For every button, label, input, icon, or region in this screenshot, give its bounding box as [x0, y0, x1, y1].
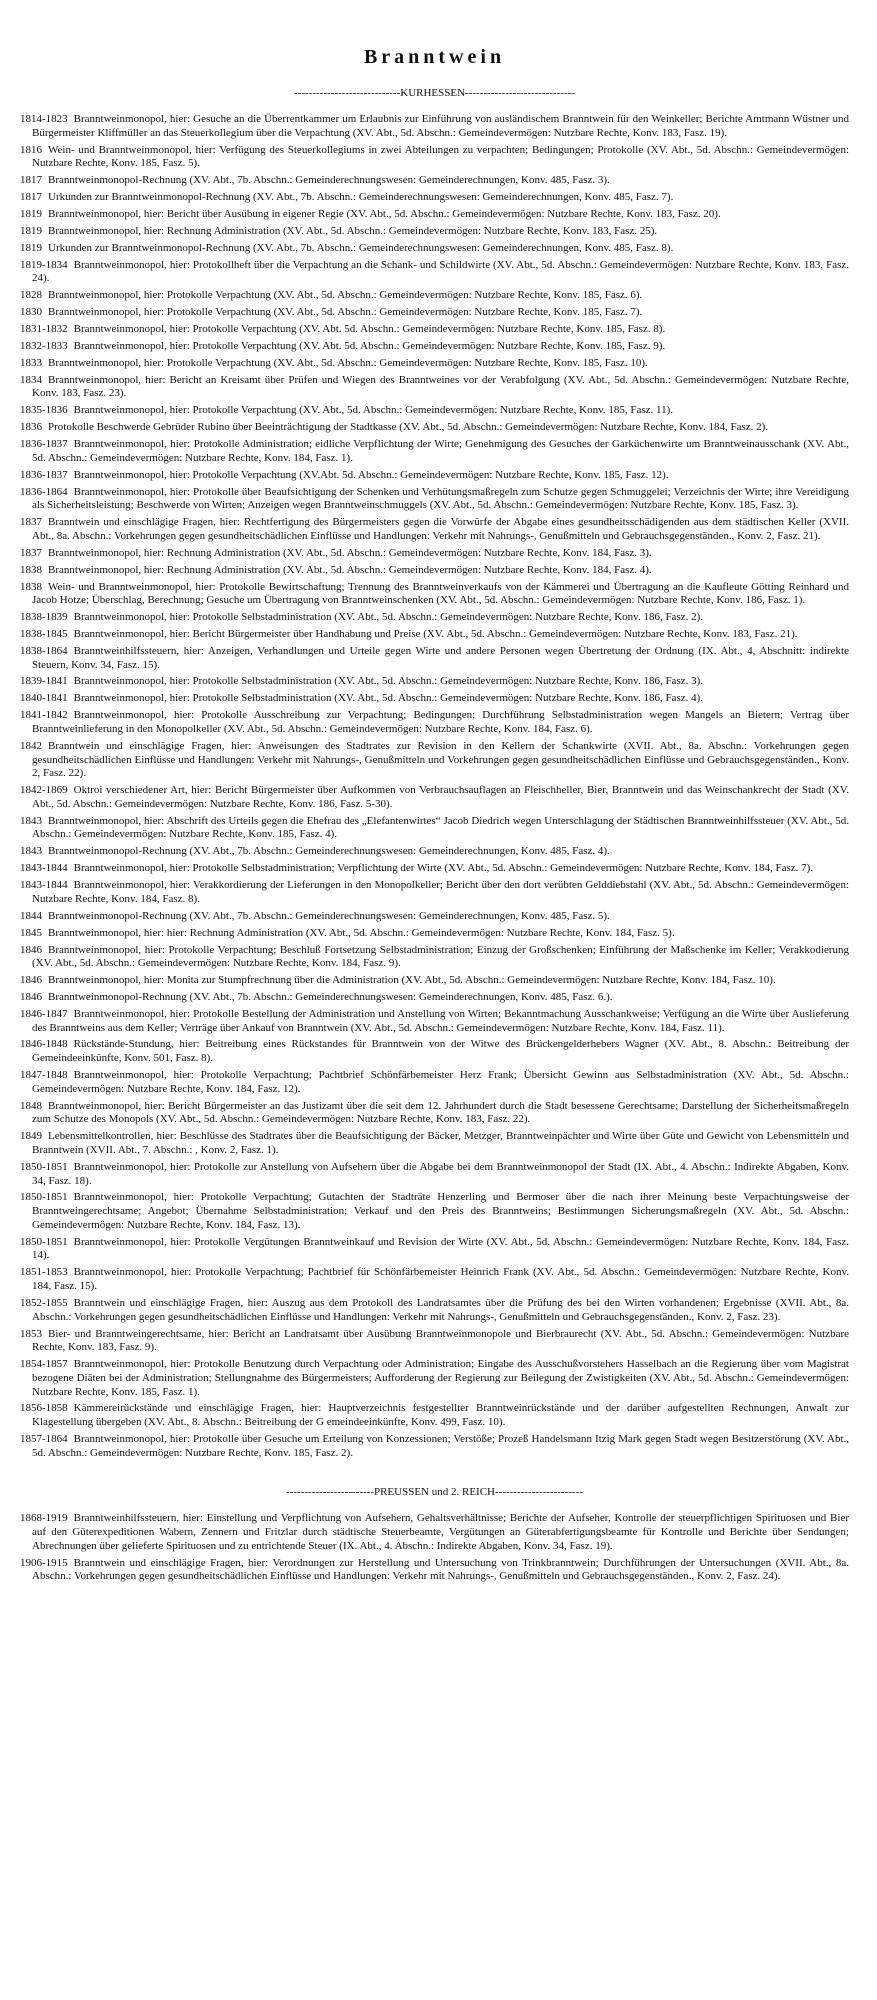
entry-year: 1850-1851: [20, 1160, 68, 1173]
entry-text: Branntweinmonopol, hier: Protokolle Vergütungen Branntweinkauf und Revision der Wirte (XV. Abt., 5d. Abschn.: Gemeindevermögen: Nutzbare Rechte, Konv. 184, Fasz. 14).: [32, 1235, 849, 1262]
entry-text: Bier- und Branntweingerechtsame, hier: Bericht an Landratsamt über Ausübung Branntweinmonopole und Bierbraurecht (XV. Abt., 5d. Abschn.: Gemeindevermögen: Nutzbare Rechte, Konv. 183, Fasz. 9).: [32, 1327, 849, 1354]
list-item: [20, 1191, 849, 1232]
entry-year: 1868-1919: [20, 1512, 68, 1525]
entry-year: 1846: [20, 943, 42, 956]
list-item: [20, 628, 849, 642]
entry-text: Branntweinmonopol, hier: Bericht an Kreisamt über Prüfen und Wiegen des Branntweines vor der Verabfolgung (XV. Abt., 5d. Abschn.: Gemeindevermögen: Nutzbare Rechte, Konv. 183, Fasz. 23).: [32, 373, 849, 400]
entry-list: [20, 113, 849, 1460]
entry-year: 1835-1836: [20, 404, 68, 417]
entry-year: 1843: [20, 814, 42, 827]
entry-text: Branntweinmonopol, hier: Protokolle über Gesuche um Erteilung von Konzessionen; Verstöße; Prozeß Handelsmann Itzig Mark gegen Stadt wegen Besitzerstörung (XV. Abt., 5d. Abschn.: Gemeindevermögen: Nutzbare Rechte, Konv. 185, Fasz. 2).: [32, 1433, 849, 1459]
entry-year: 1836: [20, 421, 42, 434]
entry-year: 1839-1841: [20, 675, 68, 688]
list-item: [20, 191, 849, 205]
entry-text: Protokolle Beschwerde Gebrüder Rubino über Beeinträchtigung der Stadtkasse (XV. Abt., 5d. Abschn.: Gemeindevermögen: Nutzbare Rechte, Konv. 184, Fasz. 2).: [48, 421, 769, 434]
entry-year: 1830: [20, 306, 42, 319]
list-item: [20, 421, 849, 435]
list-item: [20, 306, 849, 320]
entry-year: 1846-1847: [20, 1007, 68, 1020]
entry-year: 1847-1848: [20, 1069, 68, 1082]
entry-text: Branntweinmonopol, hier: Protokolle über Beaufsichtigung der Schenken und Verhütungsmaßregeln zum Schutze gegen Schmuggelei; Verzeichnis der Wirte; ihre Vereidigung als Sicherheitsleistung; Beschwerde von Wirten; Anzeigen wegen Branntweinschmuggels (XV. Abt., 5d. Abschn.: Gemeindevermögen: Nutzbare Rechte, Konv. 185, Fasz. 3).: [32, 485, 849, 512]
list-item: [20, 692, 849, 706]
entry-text: Branntweinmonopol-Rechnung (XV. Abt., 7b. Abschn.: Gemeinderechnungswesen: Gemeinderechnungen, Konv. 485, Fasz. 4).: [48, 845, 610, 858]
page-title: Branntwein: [363, 46, 506, 68]
entry-year: 1850-1851: [20, 1235, 68, 1248]
entry-text: Branntweinmonopol, hier: Protokolle Selbstadministration (XV. Abt., 5d. Abschn.: Gemeindevermögen: Nutzbare Rechte, Konv. 186, Fasz. 4).: [73, 692, 704, 705]
entry-year: 1851-1853: [20, 1266, 68, 1279]
list-item: [20, 910, 849, 924]
section-kurhessen: [20, 87, 849, 1460]
list-item: [20, 1100, 849, 1127]
entry-text: Branntweinmonopol, hier: Protokolle Benutzung durch Verpachtung oder Administration; Eingabe des Ausschußvorstehers Hasselbach an die Regierung über vom Magistrat bezogene Diäten bei der Administration; Stellungnahme des Bürgermeisters; Aufforderung der Regierung zur Beilegung der Zwistigkeiten (XV. Abt., 5d. Abschn.: Gemeindevermögen: Nutzbare Rechte, Konv. 185, Fasz. 1).: [32, 1358, 849, 1398]
list-item: [20, 1130, 849, 1157]
list-item: [20, 1358, 849, 1399]
list-item: [20, 564, 849, 578]
list-item: [20, 1297, 849, 1324]
entry-year: 1838: [20, 580, 42, 593]
entry-text: Branntweinmonopol, hier: hier: Rechnung Administration (XV. Abt., 5d. Abschn.: Gemeindevermögen: Nutzbare Rechte, Konv. 184, Fasz. 5).: [48, 926, 675, 939]
entry-text: Branntweinmonopol, hier: Protokolle Verpachtung (XV.Abt. 5d. Abschn.: Gemeindevermögen: Nutzbare Rechte, Konv. 185, Fasz. 12).: [73, 468, 669, 481]
entry-text: Branntweinmonopol, hier: Protokollheft über die Verpachtung an die Schank- und Schildwirte (XV. Abt., 5d. Abschn.: Gemeindevermögen: Nutzbare Rechte, Konv. 183, Fasz. 24).: [32, 258, 849, 285]
entry-text: Urkunden zur Branntweinmonopol-Rechnung (XV. Abt., 7b. Abschn.: Gemeinderechnungswesen: Gemeinderechnungen, Konv. 485, Fasz. 7).: [48, 191, 674, 204]
entry-text: Branntweinmonopol, hier: Protokolle Selbstadministration; Verpflichtung der Wirte (XV. Abt., 5d. Abschn.: Gemeindevermögen: Nutzbare Rechte, Konv. 184, Fasz. 7).: [73, 862, 814, 875]
list-item: [20, 289, 849, 303]
list-item: [20, 845, 849, 859]
entry-text: Kämmereirückstände und einschlägige Fragen, hier: Hauptverzeichnis festgestellter Branntweinrückstände und der darüber aufgestellten Rechnungen, Anwalt zur Klagestellung übergeben (XV. Abt., 8. Abschn.: Beitreibung der G emeindeeinkünfte, Konv. 499, Fasz. 10).: [32, 1402, 849, 1429]
entry-year: 1846-1848: [20, 1038, 68, 1051]
list-item: [20, 516, 849, 543]
list-item: [20, 208, 849, 222]
entry-year: 1843-1844: [20, 879, 68, 892]
entry-text: Rückstände-Stundung, hier: Beitreibung eines Rückstandes für Branntwein von der Witwe des Brückengelderhebers Wagner (XV. Abt., 8. Abschn.: Beitreibung der Gemeindeeinkünfte, Konv. 501, Fasz. 8).: [32, 1038, 849, 1065]
section-heading: -----------------------------KURHESSEN------------------------------: [294, 87, 575, 99]
entry-year: 1838: [20, 563, 42, 576]
list-item: [20, 242, 849, 256]
list-item: [20, 815, 849, 842]
list-item: [20, 1266, 849, 1293]
list-item: [20, 340, 849, 354]
list-item: [20, 1161, 849, 1188]
entry-year: 1856-1858: [20, 1402, 68, 1415]
entry-year: 1845: [20, 926, 42, 939]
entry-text: Branntweinmonopol, hier: Gesuche an die Überrentkammer um Erlaubnis zur Einführung von ausländischem Branntwein für den Weinkeller; Berichte Amtmann Wüstner und Bürgermeister Kliffmüller an das Steuerkollegium über die Verpachtung (XV. Abt., 5d. Abschn.: Gemeindevermögen: Nutzbare Rechte, Konv. 183, Fasz. 19).: [32, 113, 849, 139]
entry-text: Branntweinmonopol-Rechnung (XV. Abt., 7b. Abschn.: Gemeinderechnungswesen: Gemeinderechnungen, Konv. 485, Fasz. 5).: [48, 909, 610, 922]
entry-year: 1838-1845: [20, 628, 68, 640]
entry-text: Branntweinmonopol, hier: Protokolle Verpachtung (XV. Abt., 5d. Abschn.: Gemeindevermögen: Nutzbare Rechte, Konv. 185, Fasz. 11).: [73, 404, 674, 417]
entry-text: Branntweinmonopol-Rechnung (XV. Abt., 7b. Abschn.: Gemeinderechnungswesen: Gemeinderechnungen, Konv. 485, Fasz. 6.).: [48, 990, 613, 1003]
entry-year: 1831-1832: [20, 323, 68, 336]
entry-text: Branntweinmonopol, hier: Abschrift des Urteils gegen die Ehefrau des „Elefantenwirtes“ Jacob Diedrich wegen Unterschlagung der Städtischen Branntweinhilfssteuer (XV. Abt., 5d. Abschn.: Gemeindevermögen: Nutzbare Rechte, Konv. 185, Fasz. 4).: [32, 814, 849, 841]
list-item: [20, 862, 849, 876]
section-preussen: [20, 1486, 849, 1584]
list-item: [20, 323, 849, 337]
entry-year: 1836-1837: [20, 438, 68, 451]
entry-text: Branntweinmonopol, hier: Protokolle zur Anstellung von Aufsehern über die Abgabe bei dem Branntweinmonopol der Stadt (IX. Abt., 4. Abschn.: Indirekte Abgaben, Konv. 34, Fasz. 18).: [32, 1160, 849, 1187]
list-item: [20, 1008, 849, 1035]
list-item: [20, 675, 849, 689]
list-item: [20, 1069, 849, 1096]
list-item: [20, 174, 849, 188]
entry-year: 1837: [20, 546, 42, 559]
entry-text: Branntweinmonopol, hier: Protokolle Verpachtung; Pachtbrief Schönfärbemeister Herz Frank; Übersicht Gewinn aus Selbstadministration (XV. Abt., 5d. Abschn.: Gemeindevermögen: Nutzbare Rechte, Konv. 184, Fasz. 12).: [32, 1069, 849, 1095]
list-item: [20, 1557, 849, 1584]
entry-text: Branntweinmonopol, hier: Protokolle Verpachtung; Pachtbrief für Schönfärbemeister Heinrich Frank (XV. Abt., 5d. Abschn.: Gemeindevermögen: Nutzbare Rechte, Konv. 184, Fasz. 15).: [32, 1266, 849, 1293]
list-item: [20, 225, 849, 239]
entry-year: 1834: [20, 373, 42, 386]
entry-year: 1817: [20, 191, 42, 204]
entry-year: 1838-1839: [20, 611, 68, 624]
entry-year: 1857-1864: [20, 1433, 68, 1445]
entry-year: 1836-1864: [20, 485, 68, 498]
entry-year: 1817: [20, 174, 42, 187]
entry-year: 1849: [20, 1130, 42, 1143]
entry-text: Branntweinmonopol, hier: Protokolle Selbstadministration (XV. Abt., 5d. Abschn.: Gemeindevermögen: Nutzbare Rechte, Konv. 186, Fasz. 2).: [73, 611, 704, 624]
entry-text: Wein- und Branntweinmonopol, hier: Verfügung des Steuerkollegiums in zwei Abteilungen zu verpachten; Bedingungen; Protokolle (XV. Abt., 5d. Abschn.: Gemeindevermögen: Nutzbare Rechte, Konv. 185, Fasz. 5).: [32, 143, 849, 170]
entry-text: Branntwein und einschlägige Fragen, hier: Auszug aus dem Protokoll des Landratsamtes über die Prüfung des bei den Wirten vorhandenen; Ergebnisse (XVII. Abt., 8a. Abschn.: Vorkehrungen gegen gesundheitschädlichen Einflüsse und Handlungen: Verkehr mit Nahrungs-, Genußmitteln und Gebrauchsgegenständen., Konv. 2, Fasz. 23).: [32, 1296, 849, 1323]
entry-year: 1841-1842: [20, 709, 68, 722]
entry-text: Branntweinmonopol, hier: Protokolle Verpachtung (XV. Abt., 5d. Abschn.: Gemeindevermögen: Nutzbare Rechte, Konv. 185, Fasz. 10).: [48, 356, 648, 369]
entry-text: Branntweinmonopol, hier: Protokolle Bestellung der Administration und Anstellung von Wirten; Bekanntmachung Ausschankweise; Verfügung an die Wirte über Auslieferung des Branntweins aus dem Keller; Verträge über Ankauf von Branntwein (XV. Abt., 5d. Abschn.: Gemeindevermögen: Nutzbare Rechte, Konv. 184, Fasz. 11).: [32, 1007, 849, 1034]
entry-year: 1853: [20, 1327, 42, 1340]
entry-text: Branntweinmonopol, hier: Rechnung Administration (XV. Abt., 5d. Abschn.: Gemeindevermögen: Nutzbare Rechte, Konv. 183, Fasz. 25).: [48, 224, 658, 237]
entry-year: 1846: [20, 990, 42, 1003]
entry-text: Branntweinmonopol, hier: Verakkordierung der Lieferungen in den Monopolkeller; Bericht über den dort verübten Gelddiebstahl (XV. Abt., 5d. Abschn.: Gemeindevermögen: Nutzbare Rechte, Konv. 184, Fasz. 8).: [32, 879, 849, 905]
entry-year: 1819: [20, 224, 42, 237]
list-item: [20, 974, 849, 988]
list-item: [20, 486, 849, 513]
entry-year: 1846: [20, 974, 42, 987]
list-item: [20, 357, 849, 371]
entry-text: Branntweinmonopol, hier: Bericht über Ausübung in eigener Regie (XV. Abt., 5d. Abschn.: Gemeindevermögen: Nutzbare Rechte, Konv. 183, Fasz. 20).: [48, 207, 721, 220]
list-item: [20, 1328, 849, 1355]
entry-year: 1828: [20, 289, 42, 302]
entry-year: 1832-1833: [20, 339, 68, 352]
entry-text: Branntweinmonopol, hier: Bericht Bürgermeister an das Justizamt über die seit dem 12. Jahrhundert durch die Stadt besessene Gerechtsame; Darstellung der Sicherheitsmaßregeln zum Schutze des Monopols (XV. Abt., 5d. Abschn.: Gemeindevermögen: Nutzbare Rechte, Konv. 183, Fasz. 22).: [32, 1099, 849, 1126]
list-item: [20, 469, 849, 483]
list-item: [20, 113, 849, 140]
entry-text: Branntweinmonopol, hier: Rechnung Administration (XV. Abt., 5d. Abschn.: Gemeindevermögen: Nutzbare Rechte, Konv. 184, Fasz. 3).: [48, 546, 652, 559]
entry-year: 1844: [20, 909, 42, 922]
entry-year: 1814-1823: [20, 113, 68, 125]
entry-text: Branntweinmonopol, hier: Protokolle Verpachtung; Gutachten der Stadträte Henzerling und Bermoser über die nach ihrer Meinung beste Verpachtungsweise der Branntweingerechtsame; Angebot; Übernahme Selbstadministration; Verkauf und den Preis des Branntweins; Bestimmungen Sicherungsmaßregeln (XV. Abt., 5d. Abschn.: Gemeindevermögen: Nutzbare Rechte, Konv. 184, Fasz. 13).: [32, 1191, 849, 1231]
entry-year: 1819: [20, 241, 42, 254]
list-item: [20, 1512, 849, 1553]
entry-text: Branntweinmonopol, hier: Rechnung Administration (XV. Abt., 5d. Abschn.: Gemeindevermögen: Nutzbare Rechte, Konv. 184, Fasz. 4).: [48, 563, 652, 576]
entry-text: Branntwein und einschlägige Fragen, hier: Anweisungen des Stadtrates zur Revision in den Kellern der Schankwirte (XVII. Abt., 8a. Abschn.: Vorkehrungen gegen gesundheitschädlichen Einflüsse und Handlungen: Verkehr mit Nahrungs-, Genußmitteln und Vorkehrungen gegen gesundheitschädlichen Einflüsse und Gebrauchsgegenständen., Konv. 2, Fasz. 22).: [32, 739, 849, 780]
entry-year: 1852-1855: [20, 1296, 68, 1309]
list-item: [20, 991, 849, 1005]
entry-text: Branntweinmonopol, hier: Bericht Bürgermeister über Handhabung und Preise (XV. Abt., 5d. Abschn.: Gemeindevermögen: Nutzbare Rechte, Konv. 183, Fasz. 21).: [73, 628, 798, 640]
entry-text: Branntwein und einschlägige Fragen, hier: Verordnungen zur Herstellung und Untersuchung von Trinkbranntwein; Durchführungen der Untersuchungen (XVII. Abt., 8a. Abschn.: Vorkehrungen gegen gesundheitschädlichen Einflüsse und Handlungen: Verkehr mit Nahrungs-, Genußmitteln und Gebrauchsgegenständen., Konv. 2, Fasz. 24).: [32, 1556, 849, 1583]
entry-year: 1842: [20, 739, 42, 752]
entry-text: Branntweinmonopol, hier: Protokolle Selbstadministration (XV. Abt., 5d. Abschn.: Gemeindevermögen: Nutzbare Rechte, Konv. 186, Fasz. 3).: [73, 675, 704, 688]
entry-text: Branntweinmonopol, hier: Protokolle Verpachtung; Beschluß Fortsetzung Selbstadministration; Einzug der Großschenken; Einführung der Maßschenke im Keller; Verakkodierung (XV. Abt., 5d. Abschn.: Gemeindevermögen: Nutzbare Rechte, Konv. 184, Fasz. 9).: [32, 943, 849, 970]
list-item: [20, 1236, 849, 1263]
list-item: [20, 547, 849, 561]
list-item: [20, 944, 849, 971]
entry-text: Branntweinmonopol, hier: Protokolle Administration; eidliche Verpflichtung der Wirte; Genehmigung des Gesuches der Garküchenwirte um Branntweinausschank (XV. Abt., 5d. Abschn.: Gemeindevermögen: Nutzbare Rechte, Konv. 184, Fasz. 1).: [32, 438, 849, 464]
list-item: [20, 611, 849, 625]
entry-text: Oktroi verschiedener Art, hier: Bericht Bürgermeister über Aufkommen von Verbrauchsauflagen an Fleischheller, Bier, Branntwein und das Weinschankrecht der Stadt (XV. Abt., 5d. Abschn.: Gemeindevermögen: Nutzbare Rechte, Konv. 186, Fasz. 5-30).: [32, 784, 849, 810]
entry-list: [20, 1512, 849, 1584]
list-item: [20, 1433, 849, 1460]
list-item: [20, 1038, 849, 1065]
entry-year: 1854-1857: [20, 1358, 68, 1371]
list-item: [20, 144, 849, 171]
entry-year: 1840-1841: [20, 692, 68, 705]
list-item: [20, 709, 849, 736]
list-item: [20, 438, 849, 465]
entry-text: Lebensmittelkontrollen, hier: Beschlüsse des Stadtrates über die Beaufsichtigung der Bäcker, Metzger, Branntweinpächter und Wirte über Güte und Gewicht von Lebensmitteln und Branntwein (XVII. Abt., 7. Abschn.: , Konv. 2, Fasz. 1).: [32, 1130, 849, 1156]
entry-text: Urkunden zur Branntweinmonopol-Rechnung (XV. Abt., 7b. Abschn.: Gemeinderechnungswesen: Gemeinderechnungen, Konv. 485, Fasz. 8).: [48, 241, 674, 254]
entry-year: 1819-1834: [20, 258, 68, 271]
entry-year: 1848: [20, 1099, 42, 1112]
list-item: [20, 374, 849, 401]
entry-year: 1819: [20, 207, 42, 220]
entry-text: Branntweinmonopol, hier: Monita zur Stumpfrechnung über die Administration (XV. Abt., 5d. Abschn.: Gemeindevermögen: Nutzbare Rechte, Konv. 184, Fasz. 10).: [48, 974, 776, 987]
list-item: [20, 259, 849, 286]
entry-text: Branntweinmonopol, hier: Protokolle Ausschreibung zur Verpachtung; Bedingungen; Durchführung Selbstadministration wegen Mangels an Bietern; Vertrag über Branntweinlieferung in den Monopolkeller (XV. Abt., 5d. Abschn.: Gemeindevermögen: Nutzbare Rechte, Konv. 184, Fasz. 6).: [32, 709, 849, 735]
list-item: [20, 581, 849, 608]
entry-year: 1906-1915: [20, 1556, 68, 1569]
entry-text: Branntweinhilfssteuern, hier: Einstellung und Verpflichtung von Aufsehern, Gehaltsverhältnisse; Berichte der Aufseher, Kontrolle der steuerpflichtigen Spirituosen und Bier auf den Güterexpeditionen Wabern, Zennern und Fritzlar durch städtische Steuerbeamte, Vergütungen an Güterabfertigungsbeamte für Kontrolle und Berichte über Sendungen; Abrechnungen über gelieferte Spirituosen und zu entrichtende Steuer (IX. Abt., 4. Abschn.: Indirekte Abgaben, Konv. 34, Fasz. 19).: [32, 1512, 849, 1552]
list-item: [20, 740, 849, 781]
entry-text: Branntweinmonopol, hier: Protokolle Verpachtung (XV. Abt. 5d. Abschn.: Gemeindevermögen: Nutzbare Rechte, Konv. 185, Fasz. 8).: [73, 323, 666, 336]
entry-text: Branntweinhilfssteuern, hier: Anzeigen, Verhandlungen und Urteile gegen Wirte und andere Personen wegen Übertretung der Ordnung (IX. Abt., 4, Abschnitt: indirekte Steuern, Konv. 34, Fasz. 15).: [32, 644, 849, 671]
entry-text: Branntwein und einschlägige Fragen, hier: Rechtfertigung des Bürgermeisters gegen die Vorwürfe der Abgabe eines gesundheitsschädigenden aus dem städtischen Keller (XVII. Abt., 8a. Abschn.: Vorkehrungen gegen gesundheitschädlichen Einflüsse und Handlungen: Verkehr mit Nahrungs-, Genußmitteln und Gebrauchsgegenständen., Konv. 2, Fasz. 21).: [32, 516, 849, 542]
entry-year: 1850-1851: [20, 1191, 68, 1204]
entry-text: Wein- und Branntweinmonopol, hier: Protokolle Bewirtschaftung; Trennung des Branntweinverkaufs von der Kämmerei und Übertragung an die Kaufleute Götting Reinhard und Jacob Hotze; Überschlag, Berechnung; Gesuche um Übertragung von Branntweinschenken (XV. Abt., 5d. Abschn.: Gemeindevermögen: Nutzbare Rechte, Konv. 186, Fasz. 1).: [32, 580, 849, 607]
entry-year: 1833: [20, 356, 42, 369]
entry-text: Branntweinmonopol, hier: Protokolle Verpachtung (XV. Abt., 5d. Abschn.: Gemeindevermögen: Nutzbare Rechte, Konv. 185, Fasz. 6).: [48, 289, 643, 302]
list-item: [20, 927, 849, 941]
entry-year: 1843: [20, 845, 42, 858]
entry-text: Branntweinmonopol, hier: Protokolle Verpachtung (XV. Abt. 5d. Abschn.: Gemeindevermögen: Nutzbare Rechte, Konv. 185, Fasz. 9).: [73, 339, 666, 352]
list-item: [20, 404, 849, 418]
section-heading: ------------------------PREUSSEN und 2. REICH------------------------: [286, 1486, 583, 1499]
entry-year: 1842-1869: [20, 784, 68, 797]
entry-year: 1843-1844: [20, 862, 68, 875]
entry-year: 1838-1864: [20, 644, 68, 657]
list-item: [20, 879, 849, 906]
entry-text: Branntweinmonopol, hier: Protokolle Verpachtung (XV. Abt., 5d. Abschn.: Gemeindevermögen: Nutzbare Rechte, Konv. 185, Fasz. 7).: [48, 306, 643, 319]
list-item: [20, 1402, 849, 1429]
entry-year: 1836-1837: [20, 468, 68, 481]
entry-year: 1816: [20, 143, 42, 156]
list-item: [20, 645, 849, 672]
entry-text: Branntweinmonopol-Rechnung (XV. Abt., 7b. Abschn.: Gemeinderechnungswesen: Gemeinderechnungen, Konv. 485, Fasz. 3).: [48, 174, 610, 187]
entry-year: 1837: [20, 516, 42, 529]
list-item: [20, 784, 849, 811]
